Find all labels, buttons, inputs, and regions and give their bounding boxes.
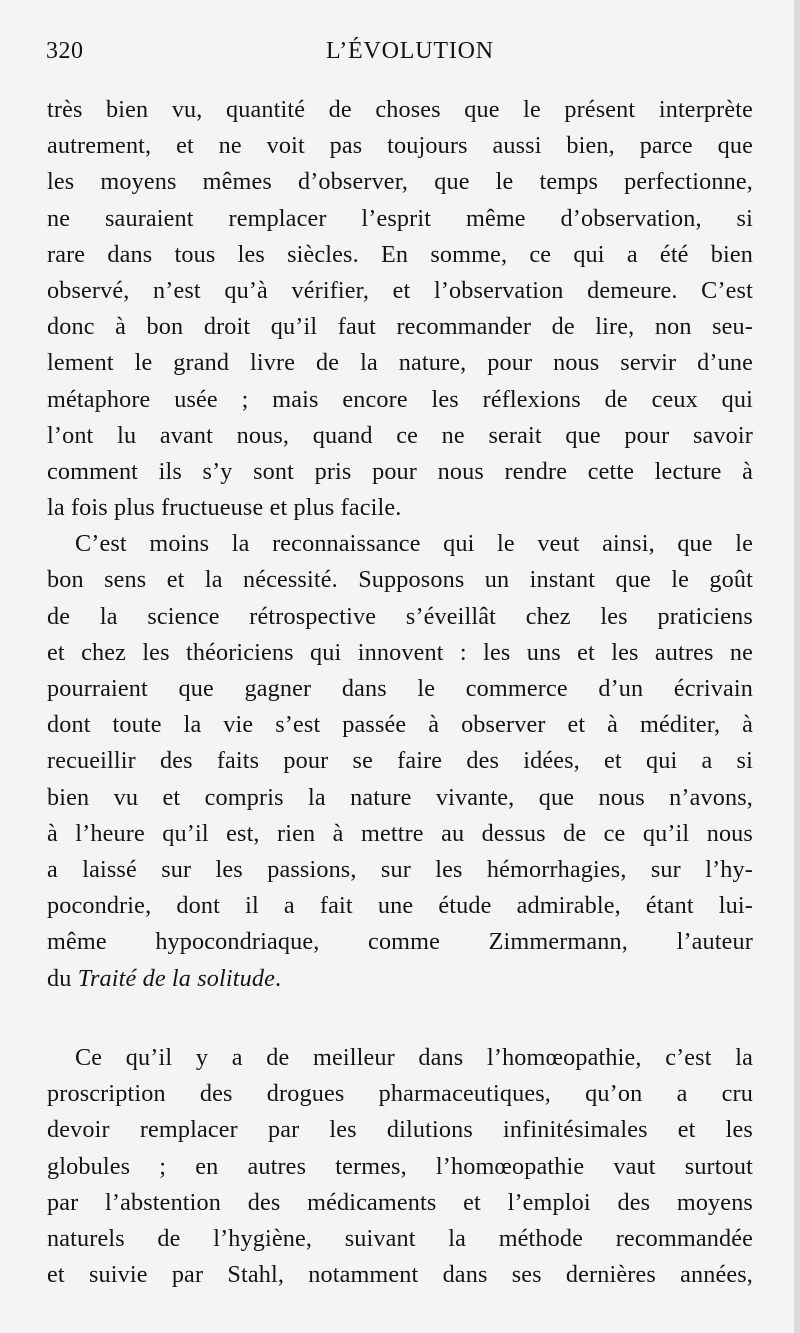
text-line: C’est moins la reconnaissance qui le veut ainsi, que le xyxy=(75,530,753,558)
text-line: rare dans tous les siècles. En somme, ce qui a été bien xyxy=(47,240,753,268)
text-line: même hypocondriaque, comme Zimmermann, l’auteur xyxy=(47,928,753,956)
text-line: pocondrie, dont il a fait une étude admirable, étant lui- xyxy=(47,892,753,920)
text-line: l’ont lu avant nous, quand ce ne serait que pour savoir xyxy=(47,421,753,449)
page-number: 320 xyxy=(46,38,84,64)
text-line: lement le grand livre de la nature, pour nous servir d’une xyxy=(47,349,753,377)
text-line: très bien vu, quantité de choses que le présent interprète xyxy=(47,96,753,123)
text-line: et chez les théoriciens qui innovent : les uns et les autres ne xyxy=(47,638,753,666)
text-line: les moyens mêmes d’observer, que le temps perfectionne, xyxy=(47,168,753,196)
text-line: autrement, et ne voit pas toujours aussi bien, parce que xyxy=(47,132,753,160)
text-line: Ce qu’il y a de meilleur dans l’homœopathie, c’est la xyxy=(75,1044,753,1071)
text-line: la fois plus fructueuse et plus facile. xyxy=(47,494,402,522)
text-line: et suivie par Stahl, notamment dans ses dernières années, xyxy=(47,1261,753,1289)
text-line: métaphore usée ; mais encore les réflexions de ceux qui xyxy=(47,385,753,413)
text-line: globules ; en autres termes, l’homœopathie vaut surtout xyxy=(47,1152,753,1180)
text-fragment: . xyxy=(275,964,282,992)
page-header xyxy=(46,38,746,74)
text-line: pourraient que gagner dans le commerce d’un écrivain xyxy=(47,675,753,702)
text-line: par l’abstention des médicaments et l’emploi des moyens xyxy=(47,1188,753,1216)
text-line: bon sens et la nécessité. Supposons un instant que le goût xyxy=(47,566,753,594)
text-line: naturels de l’hygiène, suivant la méthode recommandée xyxy=(47,1224,753,1252)
running-title: L’ÉVOLUTION xyxy=(326,38,494,64)
text-line: dont toute la vie s’est passée à observer et à méditer, à xyxy=(47,711,753,739)
text-line: devoir remplacer par les dilutions infinitésimales et les xyxy=(47,1116,753,1144)
text-line-final xyxy=(47,961,753,997)
text-line: comment ils s’y sont pris pour nous rendre cette lecture à xyxy=(47,457,753,485)
text-block-second xyxy=(47,1040,753,1293)
text-line: bien vu et compris la nature vivante, que nous n’avons, xyxy=(47,783,753,811)
book-title-italic: Traité de la solitude xyxy=(77,964,276,992)
text-fragment: du xyxy=(47,964,78,992)
text-block-main xyxy=(47,92,753,997)
text-line: proscription des drogues pharmaceutiques, qu’on a cru xyxy=(47,1080,753,1108)
text-line: observé, n’est qu’à vérifier, et l’observation demeure. C’est xyxy=(47,276,753,304)
text-line: donc à bon droit qu’il faut recommander de lire, non seu- xyxy=(47,313,753,341)
text-line: recueillir des faits pour se faire des idées, et qui a si xyxy=(47,747,753,775)
text-line: de la science rétrospective s’éveillât chez les praticiens xyxy=(47,602,753,630)
text-line: ne sauraient remplacer l’esprit même d’observation, si xyxy=(47,204,753,232)
text-line: a laissé sur les passions, sur les hémorrhagies, sur l’hy- xyxy=(47,855,753,883)
text-line: à l’heure qu’il est, rien à mettre au dessus de ce qu’il nous xyxy=(47,819,753,847)
